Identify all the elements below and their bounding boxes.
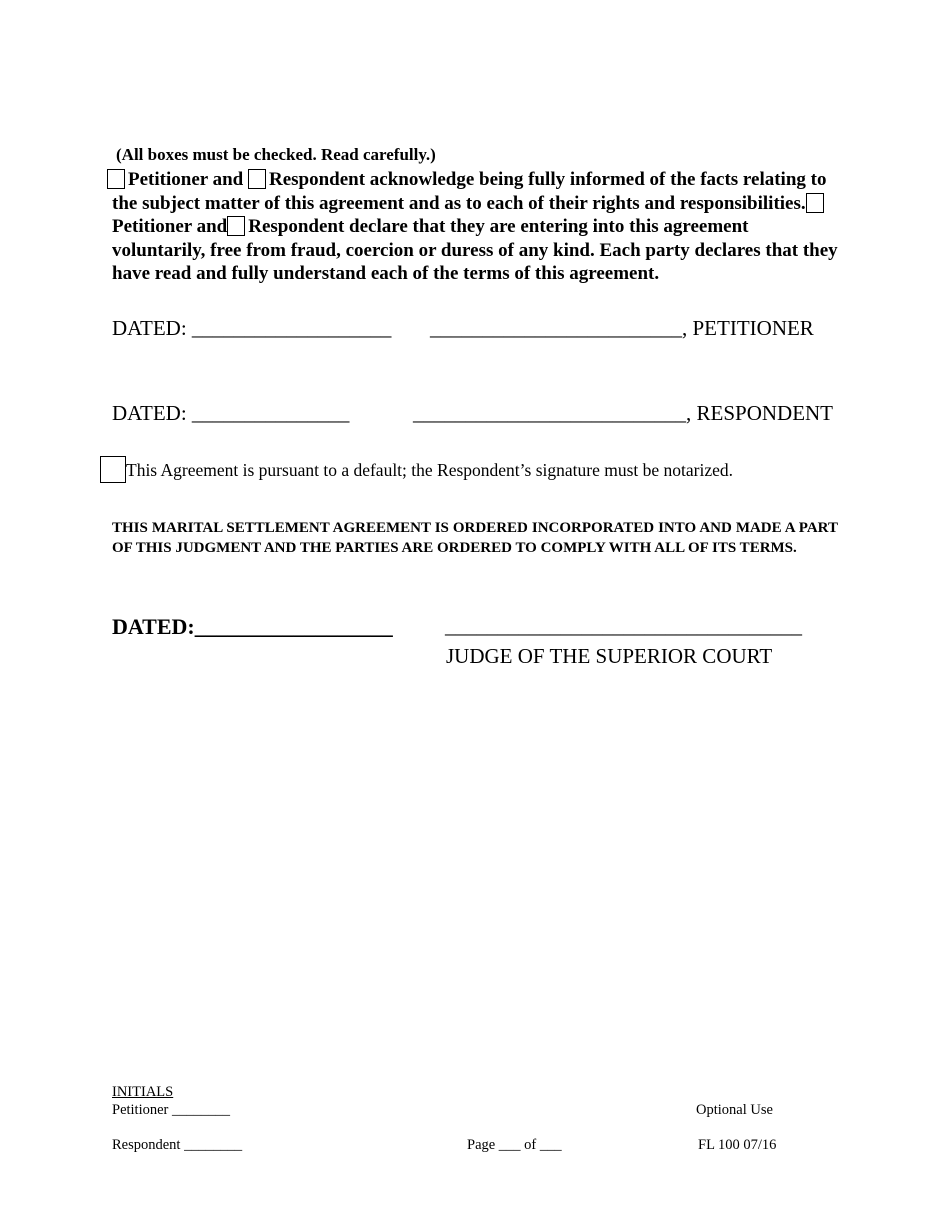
respondent-initials[interactable]: Respondent ________: [112, 1137, 243, 1153]
petitioner-acknowledge-label: Petitioner and: [128, 169, 244, 190]
respondent-signature: [413, 401, 833, 426]
optional-use-label: Optional Use: [696, 1102, 773, 1118]
petitioner-declare-checkbox[interactable]: [806, 193, 824, 213]
acknowledgement-paragraph: [112, 168, 842, 286]
default-notice: [100, 456, 733, 483]
respondent-role-label: , RESPONDENT: [686, 401, 834, 425]
judge-dated-label: DATED:: [112, 614, 195, 639]
declaration-text: Respondent declare that they are entering into this agreement voluntarily, free from fraud, coercion or duress of any kind. Each party declares that they have read and fully understand each of the terms of this agreement.: [112, 216, 838, 284]
order-text: THIS MARITAL SETTLEMENT AGREEMENT IS ORDERED INCORPORATED INTO AND MADE A PART OF THIS JUDGMENT AND THE PARTIES ARE ORDERED TO COMPLY WITH ALL OF ITS TERMS.: [112, 520, 838, 556]
initials-heading: INITIALS: [112, 1084, 174, 1100]
petitioner-initials[interactable]: Petitioner ________: [112, 1102, 231, 1118]
petitioner-dated: [112, 316, 391, 341]
petitioner-date-field[interactable]: ___________________: [191, 316, 392, 340]
judge-signature-field[interactable]: __________________________________: [445, 614, 802, 638]
judge-dated: [112, 614, 393, 640]
petitioner-declare-label: Petitioner and: [112, 216, 228, 237]
default-checkbox[interactable]: [100, 456, 126, 483]
respondent-dated: [112, 401, 349, 426]
petitioner-acknowledge-checkbox[interactable]: [107, 169, 125, 189]
judge-date-field[interactable]: __________________: [194, 614, 393, 639]
respondent-date-field[interactable]: _______________: [191, 401, 350, 425]
respondent-declare-checkbox[interactable]: [227, 216, 245, 236]
form-id: FL 100 07/16: [698, 1137, 777, 1153]
page-number: Page ___ of ___: [467, 1137, 562, 1153]
respondent-signature-field[interactable]: __________________________: [413, 401, 686, 425]
respondent-dated-label: DATED:: [112, 401, 187, 425]
petitioner-signature-field[interactable]: ________________________: [430, 316, 682, 340]
petitioner-dated-label: DATED:: [112, 316, 187, 340]
judge-title: JUDGE OF THE SUPERIOR COURT: [446, 644, 773, 668]
instructions: (All boxes must be checked. Read carefully.): [116, 145, 436, 164]
petitioner-role-label: , PETITIONER: [682, 316, 814, 340]
default-notice-text: This Agreement is pursuant to a default; the Respondent’s signature must be notarized.: [126, 460, 734, 480]
respondent-acknowledge-checkbox[interactable]: [248, 169, 266, 189]
acknowledgement-text: Respondent acknowledge being fully informed of the facts relating to the subject matter of this agreement and as to each of their rights and responsibilities.: [112, 169, 827, 214]
petitioner-signature: [430, 316, 814, 341]
